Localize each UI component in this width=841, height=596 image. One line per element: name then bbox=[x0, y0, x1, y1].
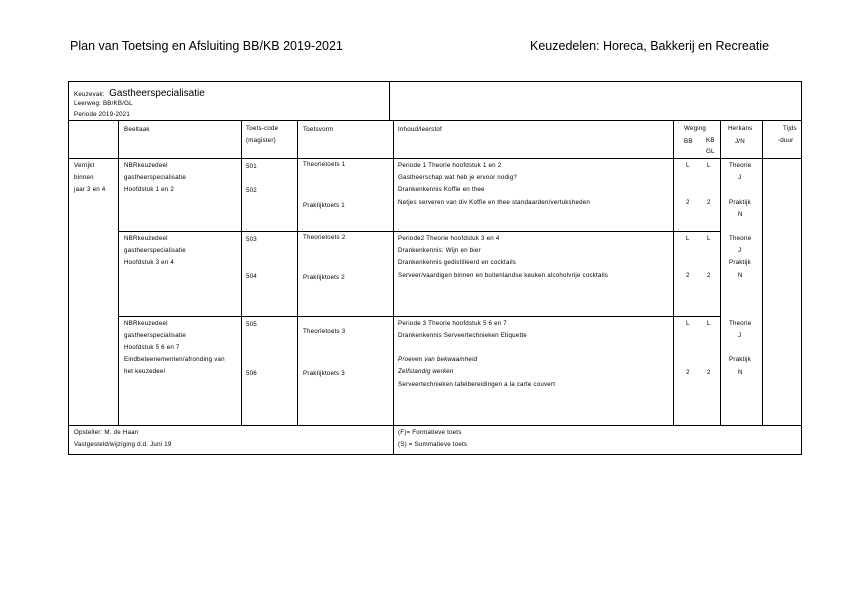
block-3-inhoud-1: Periode 3 Theorie hoofdstuk 5 6 en 7 bbox=[398, 320, 507, 327]
col-header-inhoud: Inhoud/leerstof bbox=[398, 126, 442, 133]
info-divider bbox=[389, 81, 390, 120]
block-1-inhoud-2: Gastheerschap wat heb je ervoor nodig? bbox=[398, 174, 518, 181]
keuzevak-line bbox=[74, 83, 205, 101]
col-divider-beeltaak bbox=[118, 120, 119, 425]
col-header-weging: Weging bbox=[684, 125, 707, 132]
left-col-line-2: binnen bbox=[74, 174, 94, 181]
legend-formatief: (F)= Formatieve toets bbox=[398, 429, 462, 436]
block-1-beeltaak-2: gastheerspecialisatie bbox=[124, 174, 186, 181]
col-divider-toetsvorm bbox=[297, 120, 298, 425]
block-3-herkans-4: N bbox=[738, 369, 743, 376]
col-header-jn: J/N bbox=[735, 138, 745, 145]
block-2-code-2: 504 bbox=[246, 273, 257, 280]
legend-summatief: (S) = Summatieve toets bbox=[398, 441, 468, 448]
block-1-toetsvorm-1: Theorietoets 1 bbox=[303, 161, 346, 168]
col-header-beeltaak: Beeltaak bbox=[124, 126, 150, 133]
block-1-herkans-2: J bbox=[738, 174, 742, 181]
block-2-toetsvorm-1: Theorietoets 2 bbox=[303, 234, 346, 241]
col-header-duur: -duur bbox=[778, 137, 794, 144]
header-row-divider bbox=[68, 120, 802, 121]
col-header-tijds: Tijds bbox=[783, 125, 797, 132]
block-2-inhoud-4: Serveer/vaardigen binnen en buitenlandse keuken alcoholvrije cocktails bbox=[398, 272, 609, 279]
block-3-toetsvorm-1: Theorietoets 3 bbox=[303, 328, 346, 335]
block-3-beeltaak-5: het keuzedeel bbox=[124, 368, 166, 375]
leerweg: Leerweg: BB/KB/GL bbox=[74, 100, 133, 107]
col-header-magister: (magister) bbox=[246, 137, 276, 144]
block-3-code-1: 505 bbox=[246, 321, 257, 328]
block-3-beeltaak-1: NBRkeuzedeel bbox=[124, 320, 168, 327]
col-header-herkans: Herkans bbox=[728, 125, 753, 132]
block-2-herkans-1: Theorie bbox=[729, 235, 752, 242]
block-3-beeltaak-3: Hoofdstuk 5 6 en 7 bbox=[124, 344, 180, 351]
block-2-herkans-2: J bbox=[738, 247, 742, 254]
block-1-inhoud-3: Drankenkennis Koffie en thee bbox=[398, 186, 485, 193]
block-2-bb-praktijk: 2 bbox=[686, 272, 690, 279]
left-col-line-1: Verrijkt bbox=[74, 162, 95, 169]
block-3-inhoud-3: Proeven van bekwaamheid bbox=[398, 356, 478, 363]
block-1-beeltaak-3: Hoofdstuk 1 en 2 bbox=[124, 186, 174, 193]
block-2-kb-praktijk: 2 bbox=[707, 272, 711, 279]
block-1-divider bbox=[118, 231, 720, 232]
block-3-toetsvorm-2: Praktijktoets 3 bbox=[303, 370, 345, 377]
block-2-kb-theorie: L bbox=[707, 235, 711, 242]
block-1-inhoud-1: Periode 1 Theorie hoofdstuk 1 en 2 bbox=[398, 162, 502, 169]
block-1-kb-praktijk: 2 bbox=[707, 199, 711, 206]
block-3-code-2: 506 bbox=[246, 370, 257, 377]
col-header-toetsvorm: Toetsvorm bbox=[303, 126, 334, 133]
block-1-bb-praktijk: 2 bbox=[686, 199, 690, 206]
keuzevak-value: Gastheerspecialisatie bbox=[109, 88, 205, 99]
block-3-herkans-3: Praktijk bbox=[729, 356, 751, 363]
block-2-herkans-4: N bbox=[738, 272, 743, 279]
block-3-inhoud-2: Drankenkennis Serveertechnieken Etiquette bbox=[398, 332, 527, 339]
col-divider-weging bbox=[673, 120, 674, 425]
col-header-bb: BB bbox=[684, 138, 693, 145]
block-2-inhoud-2: Drankenkennis: Wijn en bier bbox=[398, 247, 481, 254]
col-divider-inhoud bbox=[393, 120, 394, 455]
block-2-inhoud-3: Drankenkennis gedistilleerd en cocktails bbox=[398, 259, 517, 266]
block-2-beeltaak-1: NBRkeuzedeel bbox=[124, 235, 168, 242]
vastgesteld: Vastgesteld/wijziging d.d. Juni 19 bbox=[74, 441, 172, 448]
col-divider-tijdsduur bbox=[762, 120, 763, 425]
block-1-code-2: 502 bbox=[246, 187, 257, 194]
block-3-bb-theorie: L bbox=[686, 320, 690, 327]
document-title: Plan van Toetsing en Afsluiting BB/KB 2019-2021 bbox=[70, 39, 343, 53]
block-1-herkans-4: N bbox=[738, 211, 743, 218]
block-2-divider bbox=[118, 316, 720, 317]
block-2-inhoud-1: Periode2 Theorie hoofdstuk 3 en 4 bbox=[398, 235, 500, 242]
col-divider-herkans bbox=[720, 120, 721, 425]
block-3-herkans-2: J bbox=[738, 332, 742, 339]
block-2-bb-theorie: L bbox=[686, 235, 690, 242]
block-1-inhoud-4: Netjes serveren van div Koffie en thee standaarden/vertuksheden bbox=[398, 199, 591, 206]
periode: Periode 2019-2021 bbox=[74, 111, 131, 118]
block-2-code-1: 503 bbox=[246, 236, 257, 243]
footer-divider bbox=[68, 425, 802, 426]
keuzevak-label: Keuzevak: bbox=[74, 91, 105, 98]
block-3-bb-praktijk: 2 bbox=[686, 369, 690, 376]
left-col-line-3: jaar 3 en 4 bbox=[74, 186, 106, 193]
block-3-beeltaak-2: gastheerspecialisatie bbox=[124, 332, 186, 339]
block-1-herkans-1: Theorie bbox=[729, 162, 752, 169]
block-3-inhoud-4: Zelfstandig werken bbox=[398, 368, 454, 375]
document-subtitle: Keuzedelen: Horeca, Bakkerij en Recreatie bbox=[530, 39, 770, 53]
block-3-beeltaak-4: Eindbeteenementen/afronding van bbox=[124, 356, 225, 363]
block-2-beeltaak-3: Hoofdstuk 3 en 4 bbox=[124, 259, 174, 266]
block-2-toetsvorm-2: Praktijktoets 2 bbox=[303, 274, 345, 281]
block-1-code-1: 501 bbox=[246, 163, 257, 170]
block-1-beeltaak-1: NBRkeuzedeel bbox=[124, 162, 168, 169]
block-1-herkans-3: Praktijk bbox=[729, 199, 751, 206]
block-2-beeltaak-2: gastheerspecialisatie bbox=[124, 247, 186, 254]
block-3-inhoud-5: Serveertechnieken tafelbereidingen a la carte couvert bbox=[398, 381, 556, 388]
block-1-kb-theorie: L bbox=[707, 162, 711, 169]
col-header-toetscode: Toets-code bbox=[246, 125, 279, 132]
col-header-gl: GL bbox=[706, 148, 715, 155]
col-header-kb: KB bbox=[706, 137, 715, 144]
col-divider-code bbox=[241, 120, 242, 425]
block-3-kb-praktijk: 2 bbox=[707, 369, 711, 376]
block-3-herkans-1: Theorie bbox=[729, 320, 752, 327]
block-1-bb-theorie: L bbox=[686, 162, 690, 169]
block-2-herkans-3: Praktijk bbox=[729, 259, 751, 266]
column-header-divider bbox=[68, 158, 802, 159]
opsteller: Opsteller: M. de Haan bbox=[74, 429, 139, 436]
block-3-kb-theorie: L bbox=[707, 320, 711, 327]
block-1-toetsvorm-2: Praktijktoets 1 bbox=[303, 202, 345, 209]
